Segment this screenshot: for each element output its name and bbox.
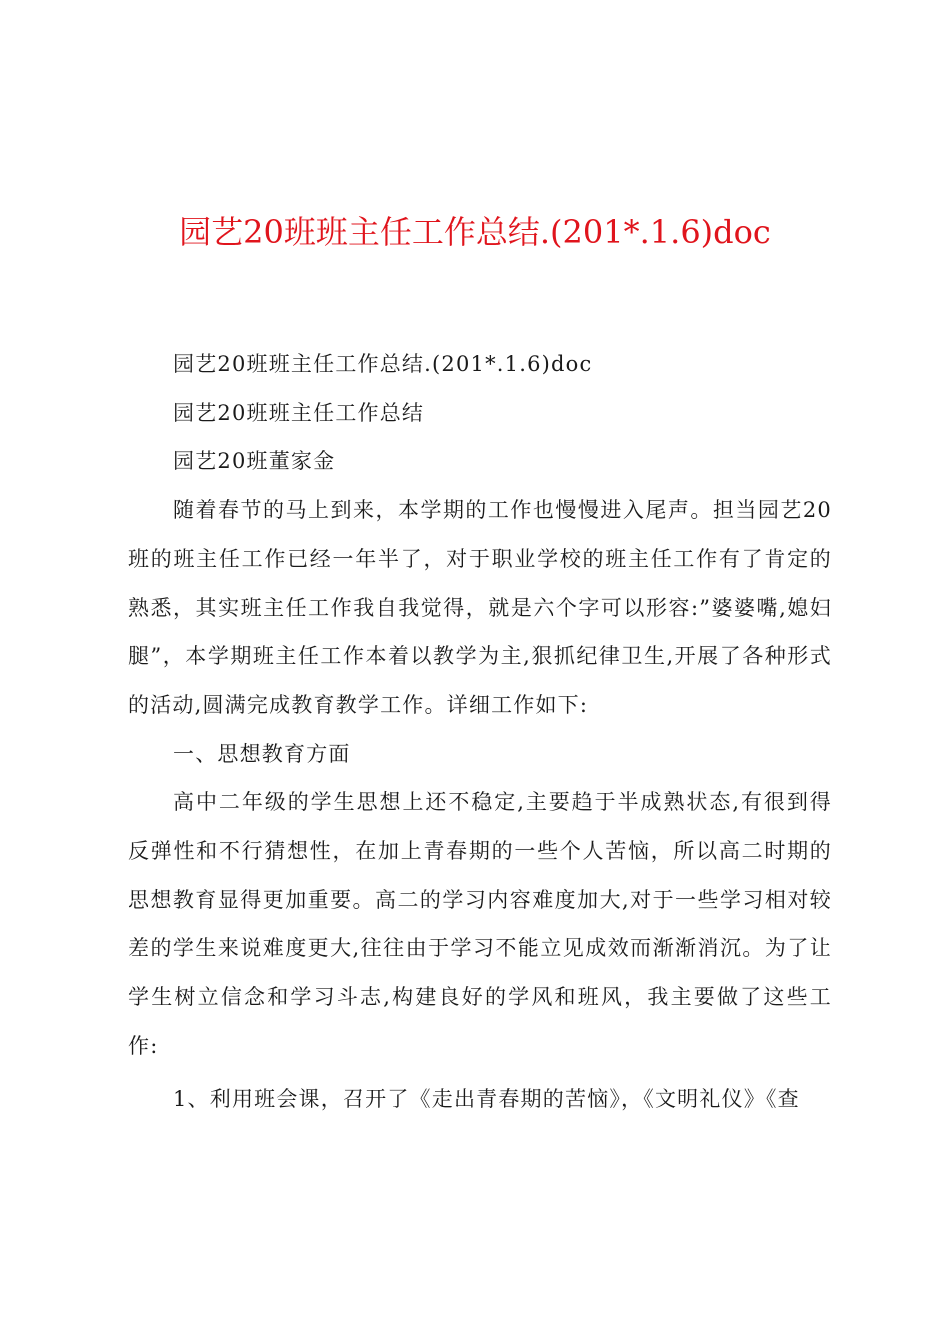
document-title: 园艺20班班主任工作总结.(201*.1.6)doc	[179, 213, 771, 251]
paragraph-item-1: 1、利用班会课，召开了《走出青春期的苦恼》，《文明礼仪》《查	[173, 1086, 800, 1111]
paragraph-ideology: 高中二年级的学生思想上还不稳定,主要趋于半成熟状态,有很到得反弹性和不行猜想性，在加上青春期的一些个人苦恼，所以高二时期的思想教育显得更加重要。高二的学习内容难度加大,对于一些学习相对较差的学生来说难度更大,往往由于学习不能立见成效而渐渐消沉。为了让学生树立信念和学习斗志,构建良好的学风和班风，我主要做了这些工作:	[128, 790, 832, 1058]
paragraph-intro: 随着春节的马上到来，本学期的工作也慢慢进入尾声。担当园艺20班的班主任工作已经一年半了，对于职业学校的班主任工作有了肯定的熟悉，其实班主任工作我自我觉得，就是六个字可以形容:”婆婆嘴,媳妇腿”，本学期班主任工作本着以教学为主,狠抓纪律卫生,开展了各种形式的活动,圆满完成教育教学工作。详细工作如下:	[128, 498, 832, 717]
paragraph-author: 园艺20班董家金	[173, 449, 336, 474]
paragraph-heading: 园艺20班班主任工作总结	[173, 400, 425, 425]
section-heading-ideology: 一、思想教育方面	[173, 741, 351, 766]
paragraph-filename: 园艺20班班主任工作总结.(201*.1.6)doc	[173, 352, 593, 376]
document-body	[128, 340, 832, 1123]
